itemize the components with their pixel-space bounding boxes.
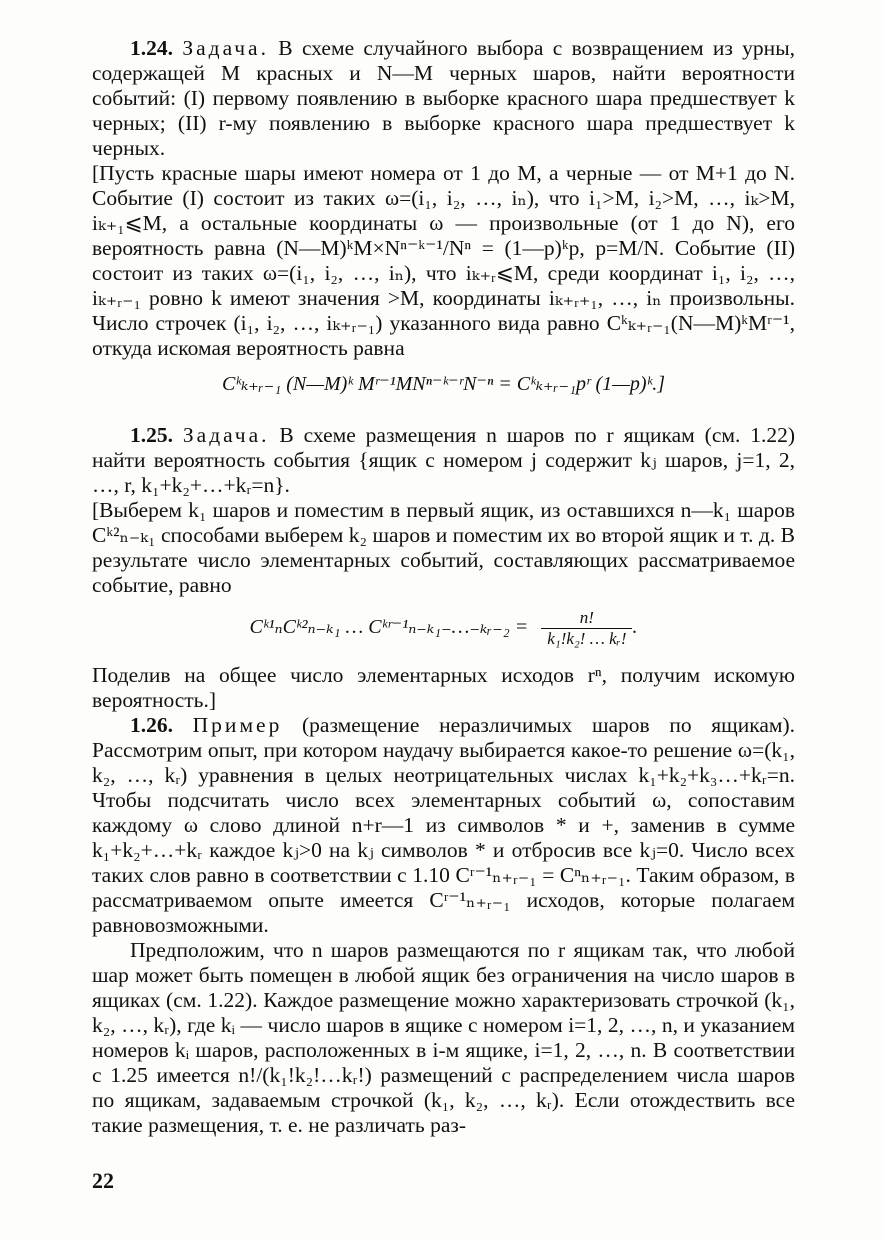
problem-1-25-statement	[92, 423, 795, 498]
problem-1-25-solution: [Выберем k₁ шаров и поместим в первый ящик, из оставшихся n—k₁ шаров Cᵏ²ₙ₋ₖ₁ способами выберем k₂ шаров и поместим их во второй ящик и т. д. В результате число элементарных событий, составляющих рассматриваемое событие, равно	[92, 498, 795, 597]
example-number: 1.26.	[130, 713, 173, 737]
example-1-26	[92, 713, 795, 938]
fraction-denominator: k₁!k₂! … kᵣ!	[547, 629, 627, 648]
problem-kind: Задача.	[182, 36, 269, 60]
problem-number: 1.25.	[130, 423, 173, 447]
formula-end: .	[632, 616, 638, 639]
formula-left: Cᵏ¹ₙCᵏ²ₙ₋ₖ₁ … Cᵏʳ⁻¹ₙ₋ₖ₁₋…₋ₖᵣ₋₂ =	[249, 616, 529, 639]
problem-1-25-formula	[92, 608, 795, 649]
example-kind: Пример	[192, 713, 283, 737]
example-1-26-continuation: Предположим, что n шаров размещаются по r ящикам так, что любой шар может быть помещен в любой ящик без ограничения на число шаров в ящиках (см. 1.22). Каждое размещение можно характеризовать строчкой (k₁, k₂, …, kᵣ), где kᵢ — число шаров в ящике с номером i=1, 2, …, n, и указанием номеров kᵢ шаров, расположенных в i-м ящике, i=1, 2, …, n. В соответствии с 1.25 имеется n!/(k₁!k₂!…kᵣ!) размещений с распределением числа шаров по ящикам, задаваемым строчкой (k₁, k₂, …, kᵣ). Если отождествить все такие размещения, т. е. не различать раз-	[92, 938, 795, 1137]
problem-text: В схеме случайного выбора с возвращением из урны, содержащей M красных и N—M черных шаров, найти вероятности событий: (I) первому появлению в выборке красного шара предшествует k черных; (II) r-му появлению в выборке красного шара предшествует k черных.	[92, 36, 796, 160]
problem-text: В схеме размещения n шаров по r ящикам (см. 1.22) найти вероятность события {ящик с номером j содержит kⱼ шаров, j=1, 2, …, r, k₁+k₂+…+kᵣ=n}.	[92, 423, 795, 497]
fraction-numerator: n!	[541, 608, 632, 629]
problem-1-24-statement	[92, 36, 795, 161]
page-number: 22	[92, 1168, 114, 1193]
formula-fraction	[541, 608, 632, 649]
problem-1-24-solution: [Пусть красные шары имеют номера от 1 до M, а черные — от M+1 до N. Событие (I) состоит из таких ω=(i₁, i₂, …, iₙ), что i₁>M, i₂>M, …, iₖ>M, iₖ₊₁⩽M, а остальные координаты ω — произвольные (от 1 до N), его вероятность равна (N—M)ᵏM×Nⁿ⁻ᵏ⁻¹/Nⁿ = (1—p)ᵏp, p=M/N. Событие (II) состоит из таких ω=(i₁, i₂, …, iₙ), что iₖ₊ᵣ⩽M, среди координат i₁, i₂, …, iₖ₊ᵣ₋₁ ровно k имеют значения >M, координаты iₖ₊ᵣ₊₁, …, iₙ произвольны. Число строчек (i₁, i₂, …, iₖ₊ᵣ₋₁) указанного вида равно Cᵏₖ₊ᵣ₋₁(N—M)ᵏMʳ⁻¹, откуда искомая вероятность равна	[92, 161, 795, 360]
problem-number: 1.24.	[130, 36, 173, 60]
problem-1-24-formula: Cᵏₖ₊ᵣ₋₁ (N—M)ᵏ Mʳ⁻¹MNⁿ⁻ᵏ⁻ʳN⁻ⁿ = Cᵏₖ₊ᵣ₋₁pʳ (1—p)ᵏ.]	[221, 373, 665, 395]
example-text: (размещение неразличимых шаров по ящикам). Рассмотрим опыт, при котором наудачу выбирается какое-то решение ω=(k₁, k₂, …, kᵣ) уравнения в целых неотрицательных числах k₁+k₂+k₃…+kᵣ=n. Чтобы подсчитать число всех элементарных событий ω, сопоставим каждому ω слово длиной n+r—1 из символов * и +, заменив в сумме k₁+k₂+…+kᵣ каждое kⱼ>0 на kⱼ символов * и отбросив все kⱼ=0. Число всех таких слов равно в соответствии с 1.10 Cʳ⁻¹ₙ₊ᵣ₋₁ = Cⁿₙ₊ᵣ₋₁. Таким образом, в рассматриваемом опыте имеется Cʳ⁻¹ₙ₊ᵣ₋₁ исходов, которые полагаем равновозможными.	[92, 713, 796, 937]
problem-1-25-closing: Поделив на общее число элементарных исходов rⁿ, получим искомую вероятность.]	[92, 663, 795, 712]
problem-kind: Задача.	[182, 423, 270, 447]
